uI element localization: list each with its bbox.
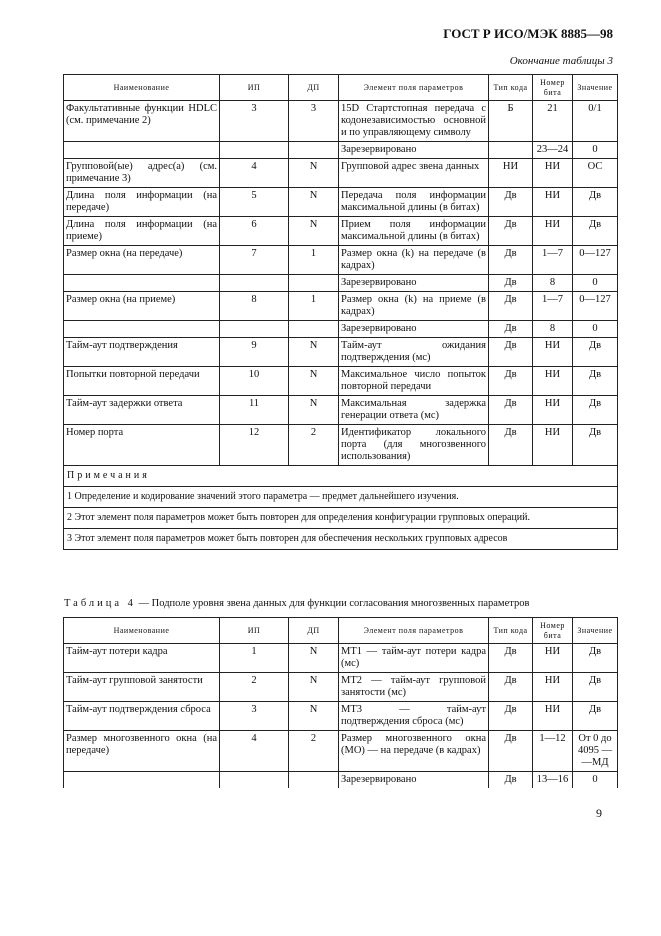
cell-element: МТ3 — тайм-аут подтверждения сброса (мс) xyxy=(339,702,489,731)
cell-bits: НИ xyxy=(533,396,573,425)
col-ip: ИП xyxy=(220,618,289,644)
table-continuation-label: Окончание таблицы 3 xyxy=(509,55,613,67)
cell-dp: N xyxy=(289,644,339,673)
cell-type: Дв xyxy=(489,425,533,466)
cell-name: Факультативные функции HDLC (см. примечание 2) xyxy=(64,101,220,142)
cell-value: 0 xyxy=(573,275,618,292)
cell-name: Размер окна (на передаче) xyxy=(64,246,220,275)
table-row xyxy=(64,292,618,321)
cell-dp: 2 xyxy=(289,425,339,466)
cell-element: Максимальная задержка генерации ответа (мс) xyxy=(339,396,489,425)
table-row xyxy=(64,142,618,159)
cell-value: 0 xyxy=(573,142,618,159)
cell-name: Тайм-аут подтверждения сброса xyxy=(64,702,220,731)
cell-bits: НИ xyxy=(533,217,573,246)
table-row xyxy=(64,101,618,142)
cell-dp: N xyxy=(289,188,339,217)
col-bits: Номер бита xyxy=(533,618,573,644)
table-4-caption-text: — Подполе уровня звена данных для функции согласования многозвенных параметров xyxy=(135,598,530,609)
cell-type: Дв xyxy=(489,217,533,246)
cell-dp: N xyxy=(289,702,339,731)
col-type: Тип кода xyxy=(489,75,533,101)
cell-dp: N xyxy=(289,338,339,367)
table-row xyxy=(64,188,618,217)
cell-bits: НИ xyxy=(533,673,573,702)
col-dp: ДП xyxy=(289,75,339,101)
cell-dp xyxy=(289,275,339,292)
cell-value: Дв xyxy=(573,673,618,702)
cell-dp xyxy=(289,321,339,338)
cell-value: Дв xyxy=(573,217,618,246)
cell-ip: 1 xyxy=(220,644,289,673)
cell-element: Передача поля информации максимальной длины (в битах) xyxy=(339,188,489,217)
cell-ip: 12 xyxy=(220,425,289,466)
cell-value: ОС xyxy=(573,159,618,188)
cell-element: Размер многозвенного окна (МО) — на передаче (в кадрах) xyxy=(339,731,489,772)
cell-name: Групповой(ые) адрес(а) (см. примечание 3) xyxy=(64,159,220,188)
cell-element: Групповой адрес звена данных xyxy=(339,159,489,188)
cell-type: Дв xyxy=(489,673,533,702)
cell-type: Дв xyxy=(489,702,533,731)
cell-element: Тайм-аут ожидания подтверждения (мс) xyxy=(339,338,489,367)
cell-dp: 2 xyxy=(289,731,339,772)
cell-ip: 8 xyxy=(220,292,289,321)
table-row xyxy=(64,673,618,702)
standard-header: ГОСТ Р ИСО/МЭК 8885—98 xyxy=(443,26,613,41)
cell-ip: 4 xyxy=(220,159,289,188)
cell-value: Дв xyxy=(573,338,618,367)
cell-ip xyxy=(220,275,289,292)
cell-bits: НИ xyxy=(533,644,573,673)
col-ip: ИП xyxy=(220,75,289,101)
note-1: 1 Определение и кодирование значений этого параметра — предмет дальнейшего изучения. xyxy=(64,487,618,508)
cell-type: Дв xyxy=(489,644,533,673)
cell-type: Дв xyxy=(489,772,533,789)
cell-element: Размер окна (k) на приеме (в кадрах) xyxy=(339,292,489,321)
table-3 xyxy=(63,74,618,550)
cell-element: МТ2 — тайм-аут групповой занятости (мс) xyxy=(339,673,489,702)
table-row xyxy=(64,217,618,246)
cell-dp xyxy=(289,142,339,159)
cell-value: 0 xyxy=(573,772,618,789)
cell-type: Дв xyxy=(489,367,533,396)
cell-type xyxy=(489,142,533,159)
cell-ip xyxy=(220,321,289,338)
cell-name: Длина поля информации (на передаче) xyxy=(64,188,220,217)
cell-value: Дв xyxy=(573,396,618,425)
cell-element: Зарезервировано xyxy=(339,142,489,159)
table-row xyxy=(64,425,618,466)
cell-name xyxy=(64,142,220,159)
col-type: Тип кода xyxy=(489,618,533,644)
cell-name xyxy=(64,275,220,292)
col-value: Значение xyxy=(573,618,618,644)
table-row xyxy=(64,396,618,425)
cell-bits: НИ xyxy=(533,702,573,731)
note-2: 2 Этот элемент поля параметров может быть повторен для определения конфигурации групповых операций. xyxy=(64,508,618,529)
table-4 xyxy=(63,617,618,788)
page-number: 9 xyxy=(596,806,602,820)
cell-ip: 3 xyxy=(220,101,289,142)
cell-bits: НИ xyxy=(533,188,573,217)
cell-ip: 5 xyxy=(220,188,289,217)
cell-bits: НИ xyxy=(533,367,573,396)
cell-dp: N xyxy=(289,367,339,396)
cell-bits: 1—12 xyxy=(533,731,573,772)
cell-name xyxy=(64,321,220,338)
table-row xyxy=(64,731,618,772)
cell-ip: 7 xyxy=(220,246,289,275)
cell-dp: N xyxy=(289,217,339,246)
table-4-label: Таблица 4 xyxy=(64,598,136,609)
table-row xyxy=(64,772,618,789)
cell-value: 0/1 xyxy=(573,101,618,142)
cell-dp: 3 xyxy=(289,101,339,142)
cell-bits: 1—7 xyxy=(533,246,573,275)
cell-bits: 13—16 xyxy=(533,772,573,789)
cell-ip xyxy=(220,142,289,159)
cell-value: Дв xyxy=(573,644,618,673)
col-bits: Номер бита xyxy=(533,75,573,101)
cell-value: Дв xyxy=(573,425,618,466)
table-row xyxy=(64,321,618,338)
cell-type: Дв xyxy=(489,275,533,292)
cell-element: Зарезервировано xyxy=(339,321,489,338)
col-dp: ДП xyxy=(289,618,339,644)
col-element: Элемент поля параметров xyxy=(339,618,489,644)
cell-element: Прием поля информации максимальной длины (в битах) xyxy=(339,217,489,246)
cell-type: Б xyxy=(489,101,533,142)
cell-value: От 0 до 4095 — —МД xyxy=(573,731,618,772)
cell-ip xyxy=(220,772,289,789)
cell-bits: 21 xyxy=(533,101,573,142)
col-name: Наименование xyxy=(64,75,220,101)
cell-name: Размер окна (на приеме) xyxy=(64,292,220,321)
table-row xyxy=(64,367,618,396)
table-row xyxy=(64,338,618,367)
cell-ip: 4 xyxy=(220,731,289,772)
table-row xyxy=(64,159,618,188)
note-3: 3 Этот элемент поля параметров может быть повторен для обеспечения нескольких групповых адресов xyxy=(64,529,618,550)
cell-element: 15D Стартстопная передача с кодонезависимостью основной и по управляющему символу xyxy=(339,101,489,142)
cell-type: Дв xyxy=(489,292,533,321)
cell-bits: НИ xyxy=(533,425,573,466)
cell-bits: 23—24 xyxy=(533,142,573,159)
cell-bits: 8 xyxy=(533,321,573,338)
cell-dp: N xyxy=(289,673,339,702)
cell-bits: НИ xyxy=(533,338,573,367)
cell-ip: 6 xyxy=(220,217,289,246)
cell-name: Тайм-аут потери кадра xyxy=(64,644,220,673)
cell-element: Размер окна (k) на передаче (в кадрах) xyxy=(339,246,489,275)
cell-dp xyxy=(289,772,339,789)
cell-ip: 2 xyxy=(220,673,289,702)
cell-type: Дв xyxy=(489,321,533,338)
table-row xyxy=(64,702,618,731)
table-row xyxy=(64,275,618,292)
cell-element: МТ1 — тайм-аут потери кадра (мс) xyxy=(339,644,489,673)
table-row xyxy=(64,644,618,673)
cell-name: Размер многозвенного окна (на передаче) xyxy=(64,731,220,772)
cell-dp: N xyxy=(289,396,339,425)
cell-bits: 1—7 xyxy=(533,292,573,321)
cell-type: Дв xyxy=(489,731,533,772)
cell-name: Номер порта xyxy=(64,425,220,466)
cell-name: Тайм-аут подтверждения xyxy=(64,338,220,367)
cell-element: Зарезервировано xyxy=(339,772,489,789)
cell-name xyxy=(64,772,220,789)
cell-type: Дв xyxy=(489,396,533,425)
cell-type: Дв xyxy=(489,246,533,275)
cell-value: 0—127 xyxy=(573,246,618,275)
cell-element: Зарезервировано xyxy=(339,275,489,292)
table-row xyxy=(64,246,618,275)
cell-ip: 11 xyxy=(220,396,289,425)
col-name: Наименование xyxy=(64,618,220,644)
cell-type: Дв xyxy=(489,338,533,367)
cell-name: Тайм-аут групповой занятости xyxy=(64,673,220,702)
cell-dp: 1 xyxy=(289,292,339,321)
cell-ip: 3 xyxy=(220,702,289,731)
table-4-caption xyxy=(64,598,529,609)
cell-element: Максимальное число попыток повторной передачи xyxy=(339,367,489,396)
col-element: Элемент поля параметров xyxy=(339,75,489,101)
notes-title: Примечания xyxy=(64,466,618,487)
cell-bits: НИ xyxy=(533,159,573,188)
cell-name: Тайм-аут задержки ответа xyxy=(64,396,220,425)
cell-element: Идентификатор локального порта (для многозвенного использования) xyxy=(339,425,489,466)
cell-value: 0 xyxy=(573,321,618,338)
cell-ip: 10 xyxy=(220,367,289,396)
cell-value: Дв xyxy=(573,367,618,396)
col-value: Значение xyxy=(573,75,618,101)
cell-value: Дв xyxy=(573,702,618,731)
cell-ip: 9 xyxy=(220,338,289,367)
cell-name: Длина поля информации (на приеме) xyxy=(64,217,220,246)
cell-type: НИ xyxy=(489,159,533,188)
cell-value: Дв xyxy=(573,188,618,217)
cell-value: 0—127 xyxy=(573,292,618,321)
cell-dp: N xyxy=(289,159,339,188)
cell-dp: 1 xyxy=(289,246,339,275)
cell-bits: 8 xyxy=(533,275,573,292)
cell-name: Попытки повторной передачи xyxy=(64,367,220,396)
cell-type: Дв xyxy=(489,188,533,217)
